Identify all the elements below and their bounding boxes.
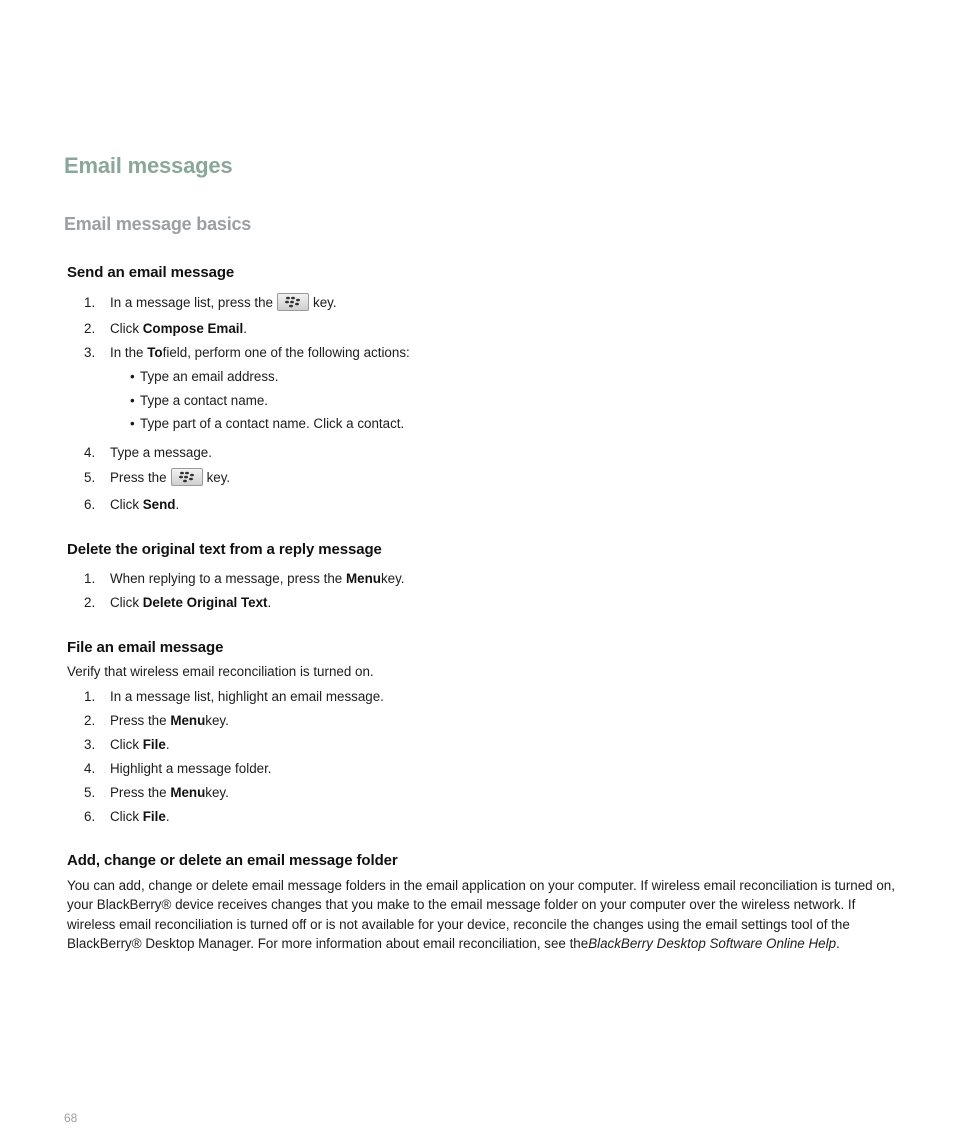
- blackberry-menu-key-icon: [171, 468, 203, 486]
- folder-title: Add, change or delete an email message folder: [67, 852, 398, 869]
- send-step-6: 6. Click Send .: [84, 496, 180, 512]
- file-step-6: 6. Click File .: [84, 808, 170, 824]
- file-intro: Verify that wireless email reconciliation is turned on.: [67, 664, 374, 679]
- blackberry-menu-key-icon: [277, 293, 309, 311]
- file-step-2: 2. Press the Menu key.: [84, 712, 229, 728]
- section-heading: Email message basics: [64, 214, 252, 234]
- send-bullet-2: • Type a contact name.: [130, 392, 269, 408]
- page-number: 68: [64, 1111, 78, 1125]
- file-step-4: 4. Highlight a message folder.: [84, 760, 272, 776]
- delete-step-2: 2. Click Delete Original Text .: [84, 594, 272, 610]
- send-step-5: 5. Press the key.: [84, 469, 231, 485]
- delete-step-1: 1. When replying to a message, press the Menu key.: [84, 570, 405, 586]
- send-step-3: 3. In the To field, perform one of the following actions:: [84, 344, 410, 360]
- folder-paragraph: You can add, change or delete email message folders in the email application on your computer. If wireless email reconciliation is turned on, your BlackBerry® device receives changes that you make to the email message folder on your computer over the wireless network. If wireless email reconciliation is turned off or is not available for your device, reconcile the changes using the email settings tool of the BlackBerry® Desktop Manager. For more information about email reconciliation, see theBlackBerry Desktop Software Online Help.: [67, 878, 895, 951]
- send-step-4: 4. Type a message.: [84, 444, 212, 460]
- file-step-3: 3. Click File .: [84, 736, 170, 752]
- send-step-2: 2. Click Compose Email .: [84, 320, 247, 336]
- file-step-5: 5. Press the Menu key.: [84, 784, 229, 800]
- file-step-1: 1. In a message list, highlight an email message.: [84, 688, 384, 704]
- send-email-title: Send an email message: [67, 264, 235, 281]
- send-bullet-3: • Type part of a contact name. Click a contact.: [130, 415, 405, 431]
- delete-text-title: Delete the original text from a reply message: [67, 541, 382, 558]
- page-title: Email messages: [64, 153, 233, 178]
- file-email-title: File an email message: [67, 639, 224, 656]
- send-step-1: 1. In a message list, press the key.: [84, 294, 337, 310]
- send-bullet-1: • Type an email address.: [130, 368, 279, 384]
